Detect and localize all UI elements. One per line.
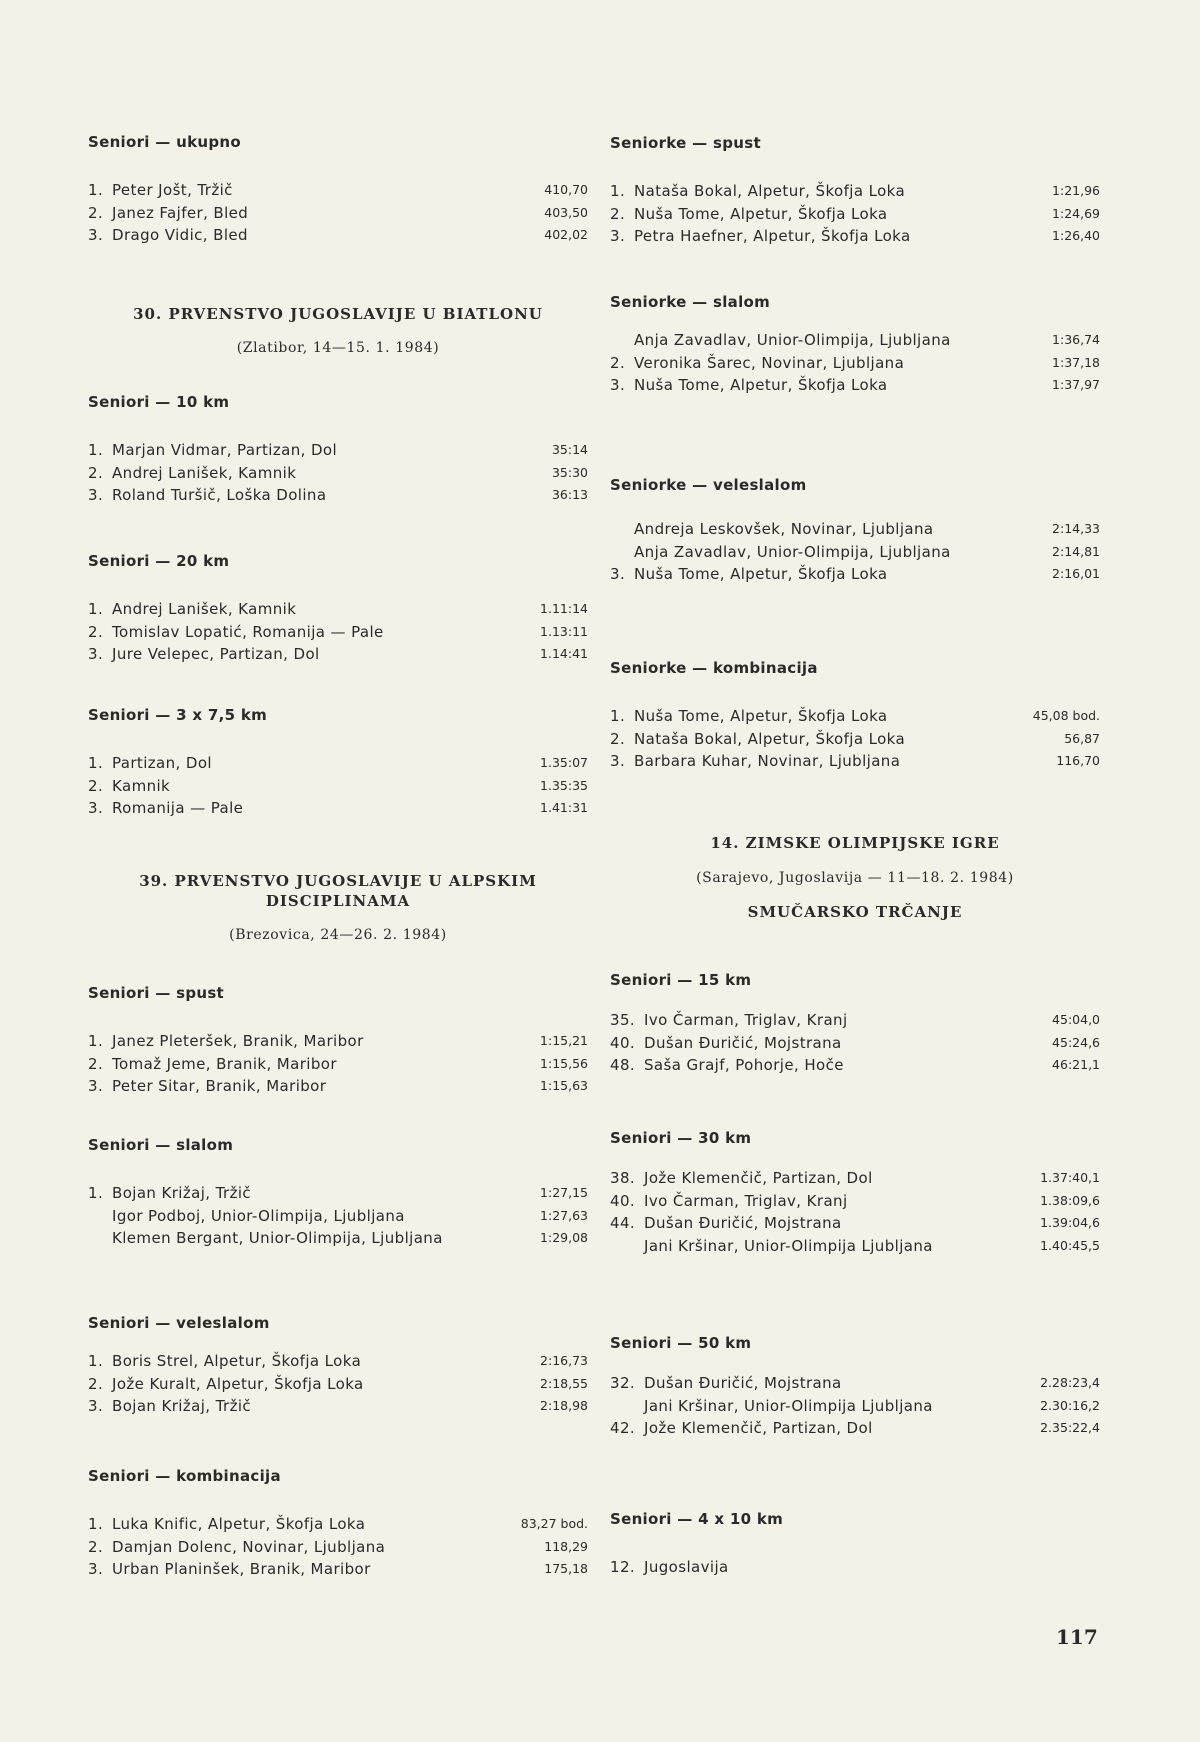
results-list	[88, 598, 588, 666]
event-title-block	[88, 305, 588, 356]
competitor-text: Bojan Križaj, Tržič	[112, 1397, 252, 1415]
result-row	[610, 1395, 1100, 1418]
result-value: 2.35:22,4	[1040, 1420, 1100, 1435]
result-row	[88, 752, 588, 775]
competitor-text: Nataša Bokal, Alpetur, Škofja Loka	[634, 182, 906, 200]
result-row	[610, 541, 1100, 564]
result-rank: 3.	[88, 1397, 104, 1415]
result-name	[610, 563, 1052, 586]
result-row	[610, 1054, 1100, 1077]
result-row	[88, 1350, 588, 1373]
results-list	[610, 1372, 1100, 1440]
result-name	[610, 374, 1052, 397]
result-name	[610, 750, 1056, 773]
result-name	[88, 1373, 540, 1396]
result-rank	[610, 518, 634, 541]
competitor-text: Jani Kršinar, Unior-Olimpija Ljubljana	[644, 1236, 933, 1255]
section-heading: Seniori — 50 km	[610, 1334, 752, 1352]
results-list	[610, 518, 1100, 586]
competitor-text: Jože Klemenčič, Partizan, Dol	[644, 1419, 873, 1437]
section-heading: Seniori — 20 km	[88, 552, 230, 570]
event-subtitle: (Sarajevo, Jugoslavija — 11—18. 2. 1984)	[696, 870, 1014, 886]
result-name	[88, 179, 544, 202]
results-list	[610, 180, 1100, 248]
result-name	[88, 224, 544, 247]
section-heading: Seniorke — kombinacija	[610, 659, 818, 677]
result-name	[610, 1190, 1040, 1213]
result-value: 1.39:04,6	[1040, 1215, 1100, 1230]
result-value: 35:14	[551, 442, 588, 457]
result-row	[88, 1182, 588, 1205]
result-name	[88, 797, 540, 820]
result-name	[88, 1075, 540, 1098]
result-rank: 32.	[610, 1374, 636, 1392]
section-heading: Seniorke — slalom	[610, 293, 771, 311]
event-title: 30. PRVENSTVO JUGOSLAVIJE U BIATLONU	[133, 305, 543, 323]
section-heading: Seniori — spust	[88, 984, 225, 1002]
section-heading: Seniorke — spust	[610, 134, 761, 152]
result-value: 46:21,1	[1052, 1057, 1100, 1072]
competitor-text: Klemen Bergant, Unior-Olimpija, Ljubljana	[112, 1229, 443, 1247]
result-value: 1:37,18	[1052, 354, 1100, 370]
event-subtitle: (Zlatibor, 14—15. 1. 1984)	[236, 340, 440, 356]
result-rank: 42.	[610, 1419, 636, 1437]
result-value: 2:18,98	[540, 1398, 588, 1413]
result-name	[88, 1513, 521, 1536]
result-row	[610, 750, 1100, 773]
result-name	[610, 1032, 1052, 1055]
result-name	[88, 1558, 544, 1581]
result-row	[610, 728, 1100, 751]
section-heading: Seniori — 30 km	[610, 1129, 752, 1147]
results-block	[88, 706, 588, 820]
result-name	[610, 352, 1052, 375]
result-value: 410,70	[544, 182, 588, 197]
result-value: 2:14,81	[1052, 543, 1100, 559]
competitor-text: Dušan Đuričić, Mojstrana	[644, 1374, 842, 1392]
result-rank: 3.	[88, 645, 104, 663]
result-value: 1:27,63	[540, 1207, 588, 1223]
result-value: 45:24,6	[1052, 1034, 1100, 1050]
competitor-text: Nuša Tome, Alpetur, Škofja Loka	[634, 376, 888, 394]
result-row	[610, 705, 1100, 728]
result-row	[88, 1205, 588, 1228]
result-row	[88, 598, 588, 621]
result-rank: 1.	[88, 1032, 104, 1050]
result-rank: 2.	[610, 353, 626, 372]
results-block	[88, 133, 588, 247]
result-name	[610, 1167, 1040, 1190]
result-name	[88, 1536, 544, 1559]
result-rank: 3.	[88, 486, 104, 504]
results-block	[610, 476, 1100, 586]
result-rank: 3.	[610, 752, 626, 770]
competitor-text: Romanija — Pale	[112, 799, 244, 817]
result-row	[88, 462, 588, 485]
result-name	[610, 1417, 1040, 1440]
result-row	[88, 484, 588, 507]
competitor-text: Andrej Lanišek, Kamnik	[112, 600, 297, 618]
result-rank: 2.	[88, 1054, 104, 1073]
result-rank: 3.	[88, 799, 104, 817]
result-value: 1.11:14	[540, 601, 588, 616]
results-list	[88, 1182, 588, 1250]
competitor-text: Roland Turšič, Loška Dolina	[112, 486, 327, 504]
result-name	[610, 225, 1052, 248]
result-value: 1:15,21	[540, 1033, 588, 1048]
result-value: 2.30:16,2	[1040, 1397, 1100, 1413]
result-row	[610, 1235, 1100, 1258]
competitor-text: Dušan Đuričić, Mojstrana	[644, 1033, 842, 1052]
competitor-text: Janez Pleteršek, Branik, Maribor	[112, 1032, 364, 1050]
section-heading: Seniori — ukupno	[88, 133, 241, 151]
section-heading: Seniori — 4 x 10 km	[610, 1510, 784, 1528]
result-rank: 1.	[88, 1515, 104, 1533]
result-rank: 1.	[610, 182, 626, 200]
results-block	[88, 1314, 588, 1418]
results-list	[88, 752, 588, 820]
result-name	[88, 1350, 540, 1373]
result-value: 402,02	[544, 227, 588, 242]
result-rank	[610, 329, 634, 352]
result-rank: 1.	[88, 441, 104, 459]
result-row	[610, 1167, 1100, 1190]
result-rank: 3.	[610, 227, 626, 245]
results-block	[88, 393, 588, 507]
result-rank: 3.	[610, 565, 626, 583]
competitor-text: Peter Jošt, Tržič	[112, 181, 233, 199]
result-value: 403,50	[544, 204, 588, 220]
competitor-text: Tomislav Lopatić, Romanija — Pale	[112, 622, 384, 641]
result-row	[610, 1032, 1100, 1055]
result-value: 1:29,08	[540, 1230, 588, 1245]
result-row	[610, 1009, 1100, 1032]
result-name	[88, 439, 552, 462]
result-name	[610, 1054, 1052, 1077]
results-block	[610, 659, 1100, 773]
result-name	[610, 203, 1052, 226]
result-row	[88, 1395, 588, 1418]
result-row	[88, 439, 588, 462]
result-row	[610, 225, 1100, 248]
result-value: 45:04,0	[1052, 1012, 1100, 1027]
result-value: 1:36,74	[1052, 332, 1100, 347]
result-row	[88, 775, 588, 798]
results-block	[88, 984, 588, 1098]
result-rank: 40.	[610, 1191, 636, 1210]
result-row	[88, 1373, 588, 1396]
competitor-text: Jure Velepec, Partizan, Dol	[112, 645, 320, 663]
competitor-text: Jugoslavija	[644, 1558, 729, 1576]
result-row	[610, 180, 1100, 203]
result-value: 1.40:45,5	[1040, 1237, 1100, 1253]
results-list	[610, 1167, 1100, 1257]
section-heading: Seniorke — veleslalom	[610, 476, 807, 494]
result-row	[610, 1556, 1100, 1579]
competitor-text: Andrej Lanišek, Kamnik	[112, 463, 297, 482]
results-list	[88, 439, 588, 507]
result-row	[610, 1190, 1100, 1213]
competitor-text: Dušan Đuričić, Mojstrana	[644, 1214, 842, 1232]
result-value: 35:30	[551, 464, 588, 480]
result-value: 1.13:11	[540, 623, 588, 639]
result-value: 1:26,40	[1052, 228, 1100, 243]
result-rank	[610, 541, 634, 564]
results-list	[610, 1009, 1100, 1077]
section-heading: Seniori — 3 x 7,5 km	[88, 706, 268, 724]
result-rank: 1.	[88, 1184, 104, 1202]
result-rank	[610, 1395, 644, 1418]
results-list	[88, 179, 588, 247]
result-rank: 1.	[88, 181, 104, 199]
results-block	[610, 1129, 1100, 1257]
result-name	[610, 329, 994, 352]
result-row	[88, 202, 588, 225]
result-name	[88, 598, 540, 621]
result-rank: 2.	[88, 622, 104, 641]
discipline-title: SMUČARSKO TRČANJE	[747, 903, 963, 921]
result-name	[88, 752, 540, 775]
result-rank: 40.	[610, 1033, 636, 1052]
competitor-text: Ivo Čarman, Triglav, Kranj	[644, 1011, 848, 1029]
event-title-block	[610, 834, 1100, 921]
result-rank: 2.	[88, 1374, 104, 1393]
competitor-text: Damjan Dolenc, Novinar, Ljubljana	[112, 1537, 386, 1556]
result-row	[88, 621, 588, 644]
result-rank	[610, 1235, 644, 1258]
result-value: 2:18,55	[540, 1375, 588, 1391]
result-value: 1.35:35	[540, 777, 588, 793]
result-rank	[88, 1205, 112, 1228]
result-value: 175,18	[544, 1561, 588, 1576]
competitor-text: Bojan Križaj, Tržič	[112, 1184, 252, 1202]
event-title: 39. PRVENSTVO JUGOSLAVIJE U ALPSKIM	[139, 872, 537, 890]
result-row	[88, 1227, 588, 1250]
results-block	[610, 971, 1100, 1077]
results-block	[88, 1136, 588, 1250]
result-name	[88, 1182, 540, 1205]
result-value: 2.28:23,4	[1040, 1375, 1100, 1390]
result-row	[610, 352, 1100, 375]
result-value: 1:27,15	[540, 1185, 588, 1200]
results-block	[610, 1510, 1100, 1579]
result-value: 1:21,96	[1052, 183, 1100, 198]
competitor-text: Urban Planinšek, Branik, Maribor	[112, 1560, 371, 1578]
result-value: 1:15,63	[540, 1078, 588, 1093]
result-rank: 3.	[88, 226, 104, 244]
result-name	[610, 728, 1064, 751]
result-name	[610, 1372, 1040, 1395]
result-value: 1.38:09,6	[1040, 1192, 1100, 1208]
result-rank: 3.	[88, 1077, 104, 1095]
result-name	[88, 1030, 540, 1053]
result-row	[88, 797, 588, 820]
result-value: 2:16,01	[1052, 566, 1100, 581]
result-row	[610, 1212, 1100, 1235]
result-row	[88, 179, 588, 202]
result-value: 116,70	[1056, 753, 1100, 768]
result-name	[88, 1053, 540, 1076]
competitor-text: Saša Grajf, Pohorje, Hoče	[644, 1056, 844, 1074]
result-rank: 2.	[88, 1537, 104, 1556]
result-name	[88, 1227, 472, 1250]
results-list	[610, 329, 1100, 397]
competitor-text: Nuša Tome, Alpetur, Škofja Loka	[634, 204, 888, 223]
competitor-text: Jani Kršinar, Unior-Olimpija Ljubljana	[644, 1396, 933, 1415]
result-name	[88, 202, 544, 225]
competitor-text: Janez Fajfer, Bled	[112, 203, 249, 222]
result-value: 2:14,33	[1052, 521, 1100, 536]
result-rank: 44.	[610, 1214, 636, 1232]
result-rank: 12.	[610, 1558, 636, 1576]
section-heading: Seniori — kombinacija	[88, 1467, 281, 1485]
competitor-text: Marjan Vidmar, Partizan, Dol	[112, 441, 338, 459]
competitor-text: Partizan, Dol	[112, 754, 212, 772]
result-rank: 1.	[88, 754, 104, 772]
result-row	[88, 224, 588, 247]
result-name	[610, 1395, 1004, 1418]
result-name	[88, 643, 540, 666]
competitor-text: Ivo Čarman, Triglav, Kranj	[644, 1191, 848, 1210]
result-rank: 3.	[88, 1560, 104, 1578]
event-subtitle: (Brezovica, 24—26. 2. 1984)	[229, 927, 447, 943]
result-name	[610, 1009, 1052, 1032]
result-value: 1.35:07	[540, 755, 588, 770]
result-name	[88, 621, 540, 644]
result-rank: 2.	[88, 203, 104, 222]
result-name	[610, 1235, 1004, 1258]
result-name	[88, 1395, 540, 1418]
result-row	[88, 1075, 588, 1098]
results-block	[610, 1334, 1100, 1440]
results-list	[88, 1350, 588, 1418]
result-rank: 3.	[610, 376, 626, 394]
competitor-text: Drago Vidic, Bled	[112, 226, 248, 244]
competitor-text: Nataša Bokal, Alpetur, Škofja Loka	[634, 729, 906, 748]
result-rank: 2.	[88, 463, 104, 482]
result-rank: 1.	[88, 600, 104, 618]
result-name	[88, 462, 552, 485]
result-row	[88, 1536, 588, 1559]
result-rank: 35.	[610, 1011, 636, 1029]
result-value: 118,29	[544, 1538, 588, 1554]
result-rank: 2.	[610, 204, 626, 223]
result-row	[610, 1417, 1100, 1440]
results-list	[88, 1513, 588, 1581]
results-list	[610, 1556, 1100, 1579]
result-rank	[88, 1227, 112, 1250]
competitor-text: Anja Zavadlav, Unior-Olimpija, Ljubljana	[634, 542, 951, 561]
result-value: 1.14:41	[540, 646, 588, 661]
results-block	[610, 134, 1100, 248]
competitor-text: Petra Haefner, Alpetur, Škofja Loka	[634, 227, 911, 245]
result-name	[610, 541, 994, 564]
section-heading: Seniori — veleslalom	[88, 1314, 270, 1332]
event-title-block	[88, 872, 588, 943]
result-name	[610, 518, 994, 541]
result-name	[610, 1556, 1100, 1579]
page-number: 117	[1056, 1625, 1098, 1649]
result-rank: 1.	[88, 1352, 104, 1370]
result-value: 83,27 bod.	[520, 1516, 588, 1531]
result-row	[88, 1513, 588, 1536]
result-value: 1:15,56	[540, 1055, 588, 1071]
result-row	[610, 203, 1100, 226]
result-value: 45,08 bod.	[1032, 708, 1100, 723]
result-name	[88, 484, 552, 507]
event-title-line2: DISCIPLINAMA	[265, 892, 411, 910]
results-block	[610, 293, 1100, 397]
result-value: 1:24,69	[1052, 205, 1100, 221]
competitor-text: Peter Sitar, Branik, Maribor	[112, 1077, 327, 1095]
result-row	[610, 1372, 1100, 1395]
result-row	[88, 643, 588, 666]
result-value: 2:16,73	[540, 1353, 588, 1368]
result-name	[610, 180, 1052, 203]
competitor-text: Nuša Tome, Alpetur, Škofja Loka	[634, 707, 888, 725]
competitor-text: Andreja Leskovšek, Novinar, Ljubljana	[634, 520, 934, 538]
result-rank: 48.	[610, 1056, 636, 1074]
competitor-text: Tomaž Jeme, Branik, Maribor	[112, 1054, 337, 1073]
result-name	[610, 1212, 1040, 1235]
result-value: 1.37:40,1	[1040, 1170, 1100, 1185]
result-row	[88, 1558, 588, 1581]
result-value: 1:37,97	[1052, 377, 1100, 392]
result-rank: 2.	[88, 776, 104, 795]
competitor-text: Veronika Šarec, Novinar, Ljubljana	[634, 353, 905, 372]
competitor-text: Boris Strel, Alpetur, Škofja Loka	[112, 1352, 362, 1370]
competitor-text: Jože Kuralt, Alpetur, Škofja Loka	[112, 1374, 364, 1393]
result-rank: 2.	[610, 729, 626, 748]
result-row	[88, 1030, 588, 1053]
competitor-text: Nuša Tome, Alpetur, Škofja Loka	[634, 565, 888, 583]
section-heading: Seniori — 15 km	[610, 971, 752, 989]
result-name	[88, 775, 540, 798]
competitor-text: Igor Podboj, Unior-Olimpija, Ljubljana	[112, 1206, 405, 1225]
result-row	[610, 563, 1100, 586]
result-rank: 1.	[610, 707, 626, 725]
section-heading: Seniori — 10 km	[88, 393, 230, 411]
result-value: 56,87	[1064, 730, 1100, 746]
results-list	[610, 705, 1100, 773]
section-heading: Seniori — slalom	[88, 1136, 234, 1154]
result-name	[610, 705, 1033, 728]
competitor-text: Anja Zavadlav, Unior-Olimpija, Ljubljana	[634, 331, 951, 349]
result-row	[610, 518, 1100, 541]
result-row	[88, 1053, 588, 1076]
results-list	[88, 1030, 588, 1098]
competitor-text: Barbara Kuhar, Novinar, Ljubljana	[634, 752, 901, 770]
event-title: 14. ZIMSKE OLIMPIJSKE IGRE	[710, 834, 1000, 852]
competitor-text: Jože Klemenčič, Partizan, Dol	[644, 1169, 873, 1187]
competitor-text: Kamnik	[112, 776, 171, 795]
result-rank: 38.	[610, 1169, 636, 1187]
result-value: 1.41:31	[540, 800, 588, 815]
results-block	[88, 552, 588, 666]
result-name	[88, 1205, 472, 1228]
result-row	[610, 329, 1100, 352]
results-block	[88, 1467, 588, 1581]
result-value: 36:13	[551, 487, 588, 502]
result-row	[610, 374, 1100, 397]
competitor-text: Luka Knific, Alpetur, Škofja Loka	[112, 1515, 366, 1533]
